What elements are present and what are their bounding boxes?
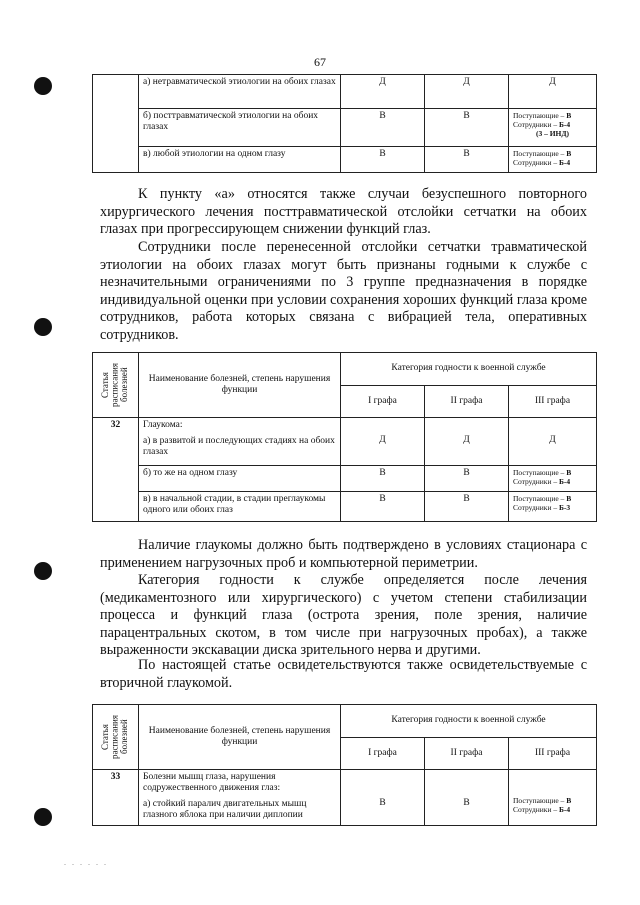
disease-name: а) нетравматической этиологии на обоих глазах (139, 75, 341, 109)
table-header-row (93, 353, 597, 386)
col-header-3: III графа (509, 385, 597, 418)
paragraph: К пункту «а» относятся также случаи безуспешного повторного хирургического лечения посттравматической отслойки сетчатки на обоих глазах при прогрессирующем снижении функций глаз. (100, 186, 587, 238)
disease-name: Глаукома: а) в развитой и последующих стадиях на обоих глазах (139, 418, 341, 466)
page-number: 67 (314, 55, 326, 69)
table-header-row (93, 705, 597, 738)
grade-1: В (341, 109, 425, 147)
grade-3: Поступающие – В Сотрудники – Б-4 (509, 466, 597, 492)
article-header: Статья расписания болезней (93, 705, 139, 770)
binder-hole (34, 77, 52, 95)
table-glaucoma (92, 352, 597, 522)
article-number: 32 (93, 418, 139, 522)
table-row (93, 466, 597, 492)
binder-hole (34, 562, 52, 580)
col-header-1: I графа (341, 737, 425, 770)
grade-2: Д (425, 418, 509, 466)
table-row (93, 418, 597, 466)
table-row (93, 147, 597, 173)
col-header-1: I графа (341, 385, 425, 418)
disease-name: б) то же на одном глазу (139, 466, 341, 492)
grade-2: В (425, 770, 509, 826)
article-cell (93, 75, 139, 173)
table-continuation (92, 74, 597, 173)
grade-1: В (341, 147, 425, 173)
disease-group-title: Глаукома: (143, 420, 183, 430)
table-row (93, 75, 597, 109)
disease-name: в) в начальной стадии, в стадии преглаукомы одного или обоих глаз (139, 492, 341, 522)
paragraph: По настоящей статье освидетельствуются также освидетельствуемые с вторичной глаукомой. (100, 657, 587, 691)
paragraph: Сотрудники после перенесенной отслойки сетчатки травматической этиологии на обоих глазах могут быть признаны годными к службе с незначительными ограничениями по 3 группе предназначения в порядке индивидуальной оценки при условии сохранения хороших функций глаза кроме сотрудников, работа которых связана с вибрацией тела, оперативных сотрудников. (100, 239, 587, 343)
grade-3: Поступающие – В Сотрудники – Б-3 (509, 492, 597, 522)
paragraph: Категория годности к службе определяется после лечения (медикаментозного или хирургического) с учетом степени стабилизации процесса и функций глаза (острота зрения, поле зрения, наличие парацентральных скотом, в том числе при нагрузочных пробах), а также выраженности экскавации диска зрительного нерва и другими. (100, 572, 587, 659)
grade-2: В (425, 492, 509, 522)
name-header: Наименование болезней, степень нарушения функции (139, 705, 341, 770)
scan-artifact: . . . . . . (64, 858, 108, 867)
col-header-3: III графа (509, 737, 597, 770)
grade-2: В (425, 466, 509, 492)
grade-3: Поступающие – В Сотрудники – Б-4 (3 – ИНД) (509, 109, 597, 147)
grade-3: Поступающие – В Сотрудники – Б-4 (509, 770, 597, 826)
grade-3: Д (509, 75, 597, 109)
grade-1: В (341, 770, 425, 826)
disease-name: Болезни мышц глаза, нарушения содружественного движения глаз: а) стойкий паралич двигательных мышц глазного яблока при наличии диплопии (139, 770, 341, 826)
table-row (93, 109, 597, 147)
disease-name: б) посттравматической этиологии на обоих глазах (139, 109, 341, 147)
category-header: Категория годности к военной службе (341, 353, 597, 386)
grade-1: В (341, 466, 425, 492)
grade-2: В (425, 109, 509, 147)
category-header: Категория годности к военной службе (341, 705, 597, 738)
grade-1: Д (341, 418, 425, 466)
table-eye-muscles (92, 704, 597, 826)
grade-2: В (425, 147, 509, 173)
col-header-2: II графа (425, 385, 509, 418)
article-number: 33 (93, 770, 139, 826)
table-row (93, 492, 597, 522)
table-row (93, 770, 597, 826)
grade-3: Поступающие – В Сотрудники – Б-4 (509, 147, 597, 173)
grade-3: Д (509, 418, 597, 466)
grade-1: В (341, 492, 425, 522)
grade-2: Д (425, 75, 509, 109)
binder-hole (34, 318, 52, 336)
binder-hole (34, 808, 52, 826)
article-header: Статья расписания болезней (93, 353, 139, 418)
col-header-2: II графа (425, 737, 509, 770)
paragraph: Наличие глаукомы должно быть подтверждено в условиях стационара с применением нагрузочных проб и компьютерной периметрии. (100, 537, 587, 571)
disease-name: в) любой этиологии на одном глазу (139, 147, 341, 173)
disease-group-title: Болезни мышц глаза, нарушения содружественного движения глаз: (143, 772, 281, 793)
grade-1: Д (341, 75, 425, 109)
name-header: Наименование болезней, степень нарушения функции (139, 353, 341, 418)
